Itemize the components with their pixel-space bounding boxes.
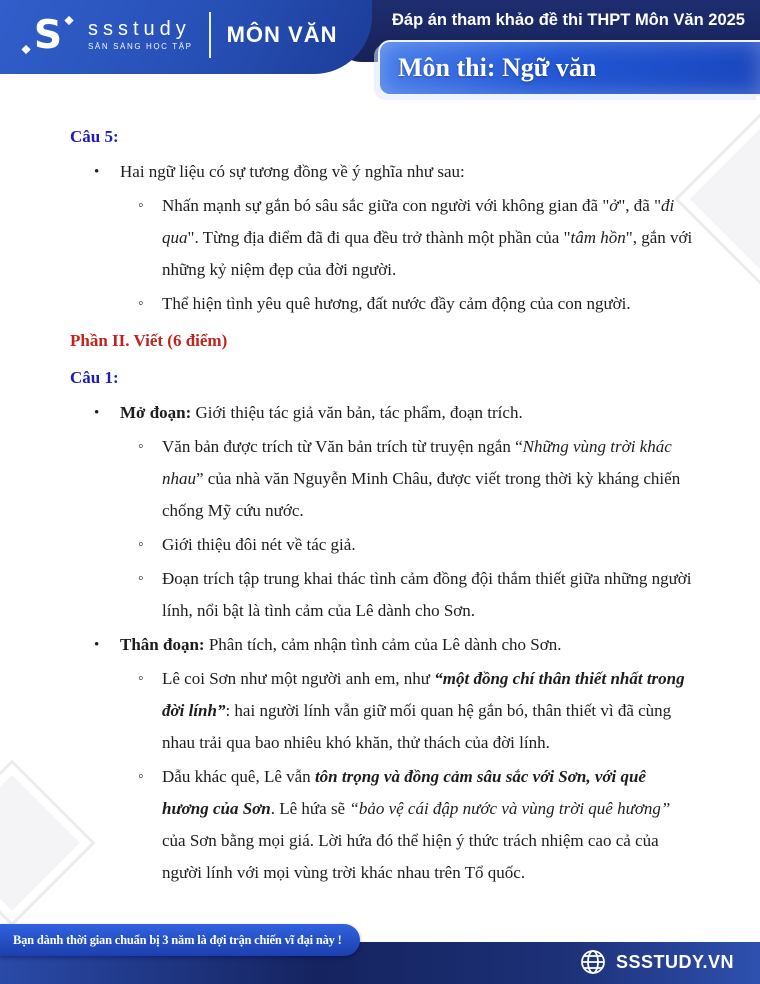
exam-badge: [378, 40, 760, 96]
bullet-marker: ◦: [138, 438, 144, 455]
motto-pill: [0, 924, 360, 956]
bullet-text: Dẫu khác quê, Lê vẫn tôn trọng và đồng cảm sâu sắc với Sơn, với quê hương của Sơn. Lê hứa sẽ “bảo vệ cái đập nước và vùng trời quê hương” của Sơn bằng mọi giá. Lời hứa đó thể hiện ý thức trách nhiệm cao cả của người lính với mọi vùng trời khác nhau trên Tổ quốc.: [162, 767, 671, 882]
bullet-text: Hai ngữ liệu có sự tương đồng về ý nghĩa như sau:: [120, 162, 465, 181]
bullet-marker: ◦: [138, 536, 144, 553]
site-label: SSSTUDY.VN: [615, 951, 734, 972]
bullet-text: Thể hiện tình yêu quê hương, đất nước đầy cảm động của con người.: [162, 294, 631, 313]
bullet-marker: ◦: [138, 197, 144, 214]
section-heading: Câu 1:: [70, 368, 119, 387]
bullet-marker: •: [94, 637, 100, 653]
bullet-marker: •: [94, 164, 100, 180]
bullet-item: [70, 397, 694, 429]
globe-icon: [580, 949, 606, 975]
bullet-text: Mở đoạn: Giới thiệu tác giả văn bản, tác phẩm, đoạn trích.: [120, 403, 523, 422]
bullet-item: [70, 431, 694, 527]
logo-divider: [209, 12, 211, 58]
bullet-marker: ◦: [138, 295, 144, 312]
bullet-item: [70, 629, 694, 661]
bullet-item: [70, 529, 694, 561]
answer-content: [70, 116, 694, 891]
bullet-marker: •: [94, 405, 100, 421]
bullet-text: Lê coi Sơn như một người anh em, như “một đồng chí thân thiết nhất trong đời lính”: hai người lính vẫn giữ mối quan hệ gắn bó, thân thiết vì đã cùng nhau trải qua bao nhiêu khó khăn, thử thách của đời lính.: [162, 669, 685, 752]
bullet-text: Giới thiệu đôi nét về tác giả.: [162, 535, 356, 554]
exam-badge-text: Môn thi: Ngữ văn: [398, 53, 597, 82]
header-brand-panel: [0, 0, 372, 74]
bullet-text: Thân đoạn: Phân tích, cảm nhận tình cảm của Lê dành cho Sơn.: [120, 635, 562, 654]
brand-tagline: SẴN SÀNG HỌC TẬP: [88, 42, 193, 52]
bullet-text: Văn bản được trích từ Văn bản trích từ truyện ngắn “Những vùng trời khác nhau” của nhà văn Nguyễn Minh Châu, được viết trong thời kỳ kháng chiến chống Mỹ cứu nước.: [162, 437, 681, 520]
bullet-marker: ◦: [138, 768, 144, 785]
footer-site: [580, 949, 734, 975]
ssstudy-s-logo-icon: [20, 10, 76, 60]
bullet-item: [70, 156, 694, 188]
section-heading: Phần II. Viết (6 điểm): [70, 331, 228, 350]
header-title: Đáp án tham khảo đề thi THPT Môn Văn 2025: [392, 11, 745, 29]
section-heading: Câu 5:: [70, 127, 119, 146]
bullet-marker: ◦: [138, 670, 144, 687]
bullet-item: [70, 663, 694, 759]
logo-text: [88, 18, 193, 52]
bullet-item: [70, 761, 694, 889]
subject-label: MÔN VĂN: [226, 22, 338, 47]
bullet-item: [70, 190, 694, 286]
svg-text:S: S: [33, 13, 63, 59]
bullet-item: [70, 288, 694, 320]
bullet-item: [70, 563, 694, 627]
motto-text: Bạn dành thời gian chuẩn bị 3 năm là đợi trận chiến vĩ đại này !: [13, 932, 342, 947]
bullet-text: Đoạn trích tập trung khai thác tình cảm đồng đội thắm thiết giữa những người lính, nổi bật là tình cảm của Lê dành cho Sơn.: [162, 569, 692, 620]
bullet-text: Nhấn mạnh sự gắn bó sâu sắc giữa con người với không gian đã "ở", đã "đi qua". Từng địa điểm đã đi qua đều trở thành một phần của "tâm hồn", gắn với những kỷ niệm đẹp của đời người.: [162, 196, 693, 279]
header: [0, 0, 760, 100]
brand-name: ssstudy: [88, 18, 191, 41]
bullet-marker: ◦: [138, 570, 144, 587]
